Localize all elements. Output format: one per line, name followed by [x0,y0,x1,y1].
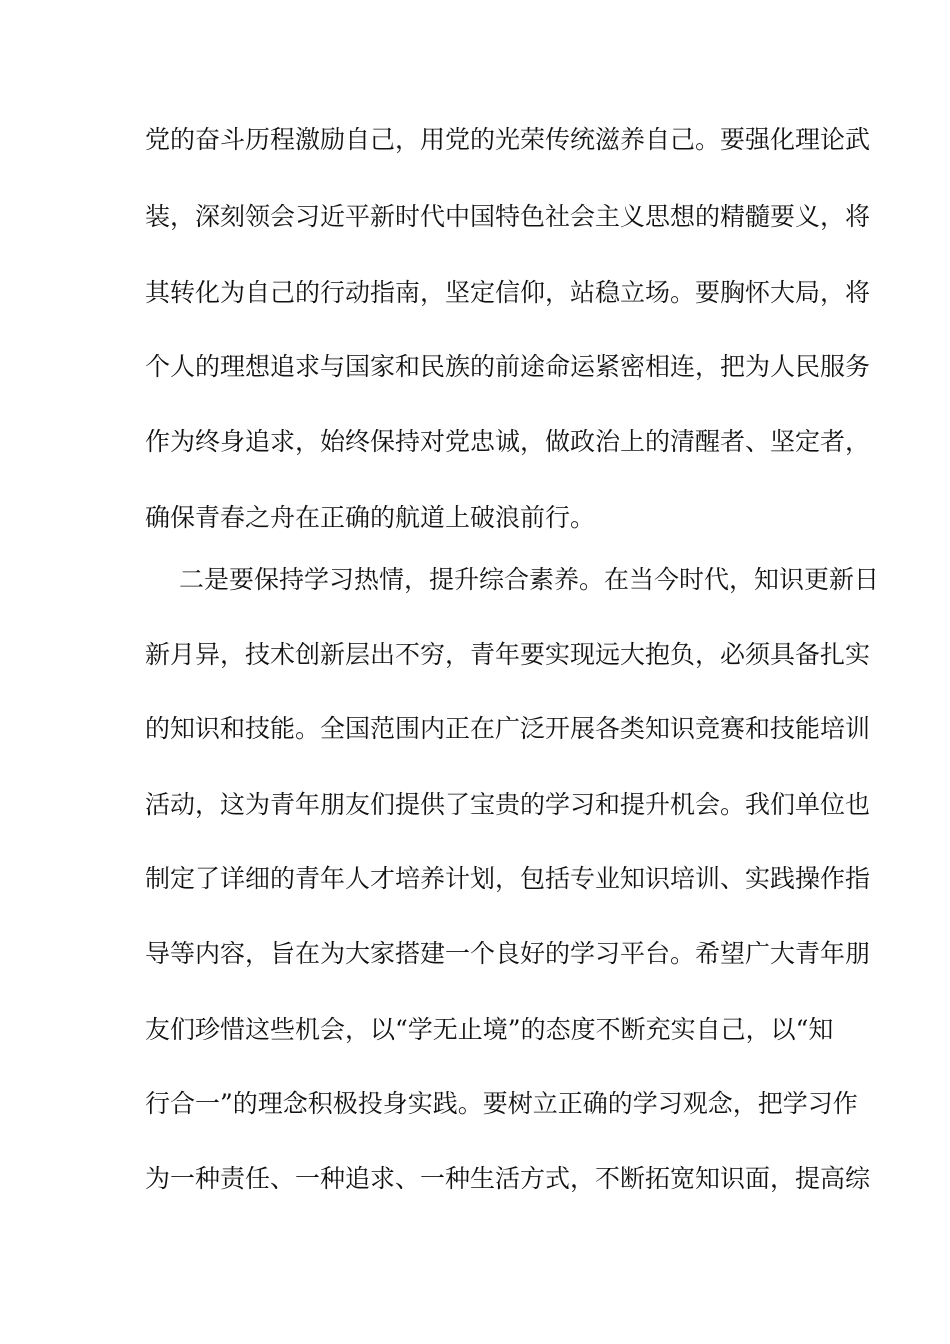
paragraph-line: 制定了详细的青年人才培养计划，包括专业知识培训、实践操作指 [145,864,871,893]
paragraph-line: 确保青春之舟在正确的航道上破浪前行。 [145,503,596,532]
paragraph-line: 作为终身追求，始终保持对党忠诚，做政治上的清醒者、坚定者， [145,427,871,456]
paragraph-line: 行合一”的理念积极投身实践。要树立正确的学习观念，把学习作 [145,1089,858,1118]
paragraph-line: 党的奋斗历程激励自己，用党的光荣传统滋养自己。要强化理论武 [145,125,871,154]
paragraph-line: 装，深刻领会习近平新时代中国特色社会主义思想的精髓要义，将 [145,202,871,231]
paragraph-line: 的知识和技能。全国范围内正在广泛开展各类知识竞赛和技能培训 [145,714,871,743]
paragraph-line: 其转化为自己的行动指南，坚定信仰，站稳立场。要胸怀大局，将 [145,278,871,307]
paragraph-line: 新月异，技术创新层出不穷，青年要实现远大抱负，必须具备扎实 [145,640,871,669]
paragraph-line: 活动，这为青年朋友们提供了宝贵的学习和提升机会。我们单位也 [145,790,871,819]
paragraph-line: 二是要保持学习热情，提升综合素养。在当今时代，知识更新日 [179,565,880,594]
paragraph-line: 为一种责任、一种追求、一种生活方式，不断拓宽知识面，提高综 [145,1164,871,1193]
paragraph-line: 个人的理想追求与国家和民族的前途命运紧密相连，把为人民服务 [145,352,871,381]
paragraph-line: 友们珍惜这些机会，以“学无止境”的态度不断充实自己，以“知 [145,1015,834,1044]
paragraph-line: 导等内容，旨在为大家搭建一个良好的学习平台。希望广大青年朋 [145,939,871,968]
